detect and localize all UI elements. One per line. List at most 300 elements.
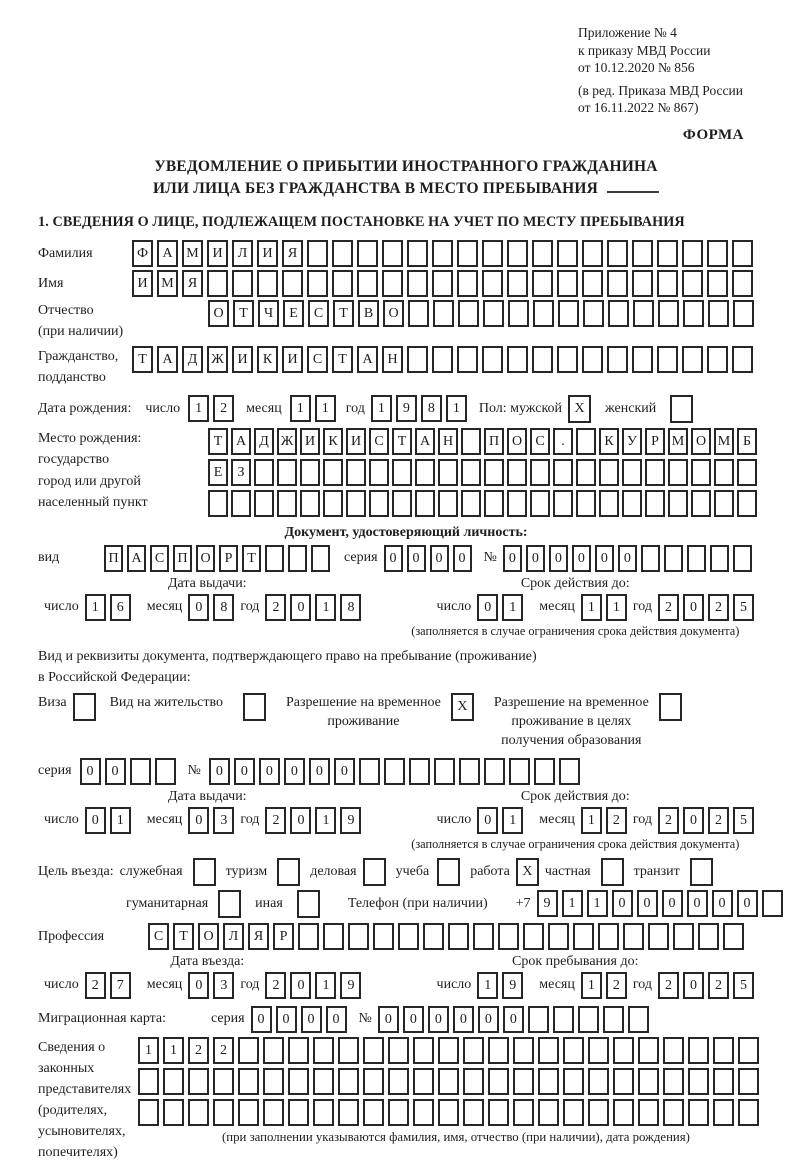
given-name-cell[interactable] — [457, 270, 478, 297]
patronymic-cell[interactable]: Ч — [258, 300, 279, 327]
birth-place-row2-cell[interactable] — [576, 459, 596, 486]
birth-place-row3-cell[interactable] — [323, 490, 343, 517]
representatives-row2-cell[interactable] — [638, 1068, 659, 1095]
citizenship-cell[interactable] — [607, 346, 628, 373]
permit-valid-month-cell[interactable]: 1 — [581, 807, 602, 834]
birth-year-cell[interactable]: 1 — [371, 395, 392, 422]
citizenship-cell[interactable] — [457, 346, 478, 373]
representatives-row1-cell[interactable] — [638, 1037, 659, 1064]
representatives-row2-cell[interactable] — [188, 1068, 209, 1095]
given-name-cell[interactable] — [432, 270, 453, 297]
stay-year-cell[interactable]: 2 — [658, 972, 679, 999]
doc-series-cell[interactable]: 0 — [384, 545, 403, 572]
representatives-row1-cell[interactable] — [663, 1037, 684, 1064]
stay-year-cell[interactable]: 2 — [708, 972, 729, 999]
profession-cell[interactable]: Т — [173, 923, 194, 950]
representatives-row3-cell[interactable] — [188, 1099, 209, 1126]
doc-valid-year-cell[interactable]: 2 — [708, 594, 729, 621]
doc-number-cell[interactable] — [687, 545, 706, 572]
surname-cell[interactable]: М — [182, 240, 203, 267]
patronymic-cell[interactable] — [733, 300, 754, 327]
birth-place-row1-cell[interactable]: К — [323, 428, 343, 455]
purpose-tourism-cell[interactable] — [277, 858, 300, 886]
representatives-row2-cell[interactable] — [313, 1068, 334, 1095]
given-name-cell[interactable] — [532, 270, 553, 297]
birth-place-row2-cell[interactable] — [346, 459, 366, 486]
birth-place-row3-cell[interactable] — [300, 490, 320, 517]
permit-number-cell[interactable]: 0 — [334, 758, 355, 785]
birth-place-row1-cell[interactable]: Р — [645, 428, 665, 455]
patronymic-cell[interactable] — [658, 300, 679, 327]
birth-place-row3-cell[interactable] — [277, 490, 297, 517]
surname-cell[interactable] — [682, 240, 703, 267]
phone-cell[interactable]: 9 — [537, 890, 558, 917]
surname-cell[interactable]: Я — [282, 240, 303, 267]
permit-number-cell[interactable] — [559, 758, 580, 785]
entry-year-cell[interactable]: 0 — [290, 972, 311, 999]
permit-number-cell[interactable] — [534, 758, 555, 785]
birth-year-cell[interactable]: 1 — [446, 395, 467, 422]
representatives-row2-cell[interactable] — [288, 1068, 309, 1095]
representatives-row1-cell[interactable] — [238, 1037, 259, 1064]
given-name-cell[interactable] — [507, 270, 528, 297]
representatives-row3-cell[interactable] — [513, 1099, 534, 1126]
birth-month-cell[interactable]: 1 — [315, 395, 336, 422]
doc-type-cell[interactable] — [288, 545, 307, 572]
birth-place-row3-cell[interactable] — [622, 490, 642, 517]
citizenship-cell[interactable]: А — [357, 346, 378, 373]
representatives-row1-cell[interactable] — [563, 1037, 584, 1064]
representatives-row2-cell[interactable] — [138, 1068, 159, 1095]
given-name-cell[interactable] — [607, 270, 628, 297]
patronymic-cell[interactable]: О — [208, 300, 229, 327]
birth-place-row1-cell[interactable]: Н — [438, 428, 458, 455]
representatives-row1-cell[interactable] — [363, 1037, 384, 1064]
doc-type-cell[interactable]: П — [173, 545, 192, 572]
representatives-row1-cell[interactable]: 1 — [138, 1037, 159, 1064]
doc-series-cell[interactable]: 0 — [453, 545, 472, 572]
birth-place-row1-cell[interactable] — [461, 428, 481, 455]
doc-issue-year-cell[interactable]: 0 — [290, 594, 311, 621]
birth-day-cell[interactable]: 1 — [188, 395, 209, 422]
profession-cell[interactable]: С — [148, 923, 169, 950]
entry-month-cell[interactable]: 0 — [188, 972, 209, 999]
given-name-cell[interactable] — [307, 270, 328, 297]
birth-place-row1-cell[interactable]: П — [484, 428, 504, 455]
doc-type-cell[interactable] — [311, 545, 330, 572]
given-name-cell[interactable] — [232, 270, 253, 297]
permit-issue-month-cell[interactable]: 3 — [213, 807, 234, 834]
representatives-row2-cell[interactable] — [563, 1068, 584, 1095]
citizenship-cell[interactable] — [632, 346, 653, 373]
doc-number-cell[interactable] — [641, 545, 660, 572]
birth-place-row2-cell[interactable] — [300, 459, 320, 486]
given-name-cell[interactable]: М — [157, 270, 178, 297]
representatives-row2-cell[interactable] — [413, 1068, 434, 1095]
patronymic-cell[interactable] — [408, 300, 429, 327]
doc-number-cell[interactable]: 0 — [503, 545, 522, 572]
birth-place-row3-cell[interactable] — [461, 490, 481, 517]
permit-valid-month-cell[interactable]: 2 — [606, 807, 627, 834]
surname-cell[interactable] — [332, 240, 353, 267]
birth-place-row1-cell[interactable]: И — [346, 428, 366, 455]
migration-number-cell[interactable]: 0 — [403, 1006, 424, 1033]
birth-place-row3-cell[interactable] — [530, 490, 550, 517]
representatives-row2-cell[interactable] — [463, 1068, 484, 1095]
phone-cell[interactable]: 0 — [662, 890, 683, 917]
profession-cell[interactable] — [573, 923, 594, 950]
doc-valid-day-cell[interactable]: 1 — [502, 594, 523, 621]
migration-number-cell[interactable] — [553, 1006, 574, 1033]
profession-cell[interactable] — [648, 923, 669, 950]
representatives-row2-cell[interactable] — [338, 1068, 359, 1095]
surname-cell[interactable] — [632, 240, 653, 267]
purpose-humanitarian-cell[interactable] — [218, 890, 241, 918]
birth-place-row2-cell[interactable] — [553, 459, 573, 486]
citizenship-cell[interactable]: Т — [132, 346, 153, 373]
permit-valid-year-cell[interactable]: 2 — [708, 807, 729, 834]
profession-cell[interactable] — [623, 923, 644, 950]
doc-number-cell[interactable]: 0 — [526, 545, 545, 572]
representatives-row1-cell[interactable] — [338, 1037, 359, 1064]
permit-series-cell[interactable]: 0 — [105, 758, 126, 785]
doc-type-cell[interactable] — [265, 545, 284, 572]
patronymic-cell[interactable]: О — [383, 300, 404, 327]
birth-place-row3-cell[interactable] — [737, 490, 757, 517]
representatives-row3-cell[interactable] — [238, 1099, 259, 1126]
given-name-cell[interactable] — [257, 270, 278, 297]
stay-day-cell[interactable]: 9 — [502, 972, 523, 999]
doc-valid-year-cell[interactable]: 5 — [733, 594, 754, 621]
doc-type-cell[interactable]: Р — [219, 545, 238, 572]
permit-number-cell[interactable] — [409, 758, 430, 785]
birth-place-row3-cell[interactable] — [415, 490, 435, 517]
representatives-row3-cell[interactable] — [138, 1099, 159, 1126]
birth-place-row3-cell[interactable] — [553, 490, 573, 517]
permit-number-cell[interactable] — [509, 758, 530, 785]
permit-number-cell[interactable]: 0 — [259, 758, 280, 785]
representatives-row3-cell[interactable] — [538, 1099, 559, 1126]
patronymic-cell[interactable] — [558, 300, 579, 327]
birth-place-row1-cell[interactable]: Б — [737, 428, 757, 455]
representatives-row1-cell[interactable] — [263, 1037, 284, 1064]
profession-cell[interactable] — [398, 923, 419, 950]
migration-series-cell[interactable]: 0 — [301, 1006, 322, 1033]
profession-cell[interactable]: Я — [248, 923, 269, 950]
birth-place-row2-cell[interactable] — [461, 459, 481, 486]
birth-place-row2-cell[interactable] — [645, 459, 665, 486]
birth-place-row1-cell[interactable]: И — [300, 428, 320, 455]
citizenship-cell[interactable] — [507, 346, 528, 373]
given-name-cell[interactable] — [332, 270, 353, 297]
birth-place-row3-cell[interactable] — [254, 490, 274, 517]
doc-number-cell[interactable] — [733, 545, 752, 572]
surname-cell[interactable] — [432, 240, 453, 267]
birth-place-row3-cell[interactable] — [507, 490, 527, 517]
profession-cell[interactable] — [598, 923, 619, 950]
citizenship-cell[interactable]: Т — [332, 346, 353, 373]
representatives-row2-cell[interactable] — [163, 1068, 184, 1095]
surname-cell[interactable]: И — [207, 240, 228, 267]
citizenship-cell[interactable]: К — [257, 346, 278, 373]
profession-cell[interactable] — [348, 923, 369, 950]
birth-place-row2-cell[interactable] — [714, 459, 734, 486]
permit-issue-day-cell[interactable]: 1 — [110, 807, 131, 834]
visa-cell[interactable] — [73, 693, 96, 721]
given-name-cell[interactable] — [582, 270, 603, 297]
doc-number-cell[interactable]: 0 — [572, 545, 591, 572]
doc-series-cell[interactable]: 0 — [407, 545, 426, 572]
birth-place-row3-cell[interactable] — [208, 490, 228, 517]
phone-cell[interactable]: 0 — [737, 890, 758, 917]
citizenship-cell[interactable] — [482, 346, 503, 373]
representatives-row3-cell[interactable] — [638, 1099, 659, 1126]
given-name-cell[interactable] — [657, 270, 678, 297]
temp-residence-cell[interactable]: X — [451, 693, 474, 721]
permit-valid-year-cell[interactable]: 0 — [683, 807, 704, 834]
profession-cell[interactable] — [498, 923, 519, 950]
surname-cell[interactable] — [707, 240, 728, 267]
given-name-cell[interactable]: Я — [182, 270, 203, 297]
birth-place-row3-cell[interactable] — [691, 490, 711, 517]
migration-number-cell[interactable] — [628, 1006, 649, 1033]
profession-cell[interactable] — [673, 923, 694, 950]
representatives-row3-cell[interactable] — [688, 1099, 709, 1126]
sex-female-cell[interactable] — [670, 395, 693, 423]
migration-number-cell[interactable]: 0 — [503, 1006, 524, 1033]
birth-year-cell[interactable]: 8 — [421, 395, 442, 422]
representatives-row2-cell[interactable] — [613, 1068, 634, 1095]
representatives-row3-cell[interactable] — [563, 1099, 584, 1126]
surname-cell[interactable] — [607, 240, 628, 267]
representatives-row1-cell[interactable]: 2 — [213, 1037, 234, 1064]
surname-cell[interactable] — [507, 240, 528, 267]
given-name-cell[interactable] — [632, 270, 653, 297]
representatives-row2-cell[interactable] — [588, 1068, 609, 1095]
birth-place-row1-cell[interactable]: Т — [208, 428, 228, 455]
migration-number-cell[interactable]: 0 — [478, 1006, 499, 1033]
birth-place-row1-cell[interactable]: А — [231, 428, 251, 455]
purpose-other-cell[interactable] — [297, 890, 320, 918]
representatives-row3-cell[interactable] — [738, 1099, 759, 1126]
representatives-row3-cell[interactable] — [438, 1099, 459, 1126]
doc-valid-month-cell[interactable]: 1 — [581, 594, 602, 621]
birth-place-row2-cell[interactable]: З — [231, 459, 251, 486]
birth-place-row1-cell[interactable]: К — [599, 428, 619, 455]
representatives-row2-cell[interactable] — [388, 1068, 409, 1095]
birth-place-row2-cell[interactable] — [392, 459, 412, 486]
birth-place-row1-cell[interactable]: С — [530, 428, 550, 455]
representatives-row3-cell[interactable] — [163, 1099, 184, 1126]
given-name-cell[interactable] — [557, 270, 578, 297]
representatives-row3-cell[interactable] — [463, 1099, 484, 1126]
permit-valid-day-cell[interactable]: 1 — [502, 807, 523, 834]
representatives-row3-cell[interactable] — [588, 1099, 609, 1126]
doc-type-cell[interactable]: А — [127, 545, 146, 572]
doc-issue-year-cell[interactable]: 2 — [265, 594, 286, 621]
birth-place-row1-cell[interactable]: О — [507, 428, 527, 455]
permit-number-cell[interactable]: 0 — [284, 758, 305, 785]
migration-series-cell[interactable]: 0 — [326, 1006, 347, 1033]
birth-place-row1-cell[interactable]: . — [553, 428, 573, 455]
citizenship-cell[interactable] — [432, 346, 453, 373]
doc-issue-month-cell[interactable]: 0 — [188, 594, 209, 621]
representatives-row1-cell[interactable] — [438, 1037, 459, 1064]
birth-place-row2-cell[interactable] — [438, 459, 458, 486]
doc-issue-year-cell[interactable]: 8 — [340, 594, 361, 621]
citizenship-cell[interactable] — [532, 346, 553, 373]
permit-number-cell[interactable] — [484, 758, 505, 785]
representatives-row3-cell[interactable] — [488, 1099, 509, 1126]
representatives-row2-cell[interactable] — [713, 1068, 734, 1095]
entry-year-cell[interactable]: 9 — [340, 972, 361, 999]
representatives-row3-cell[interactable] — [713, 1099, 734, 1126]
phone-cell[interactable]: 1 — [562, 890, 583, 917]
representatives-row3-cell[interactable] — [338, 1099, 359, 1126]
representatives-row2-cell[interactable] — [488, 1068, 509, 1095]
patronymic-cell[interactable]: С — [308, 300, 329, 327]
doc-valid-year-cell[interactable]: 0 — [683, 594, 704, 621]
permit-number-cell[interactable] — [384, 758, 405, 785]
representatives-row2-cell[interactable] — [513, 1068, 534, 1095]
birth-place-row3-cell[interactable] — [645, 490, 665, 517]
permit-issue-day-cell[interactable]: 0 — [85, 807, 106, 834]
purpose-official-cell[interactable] — [193, 858, 216, 886]
representatives-row2-cell[interactable] — [363, 1068, 384, 1095]
profession-cell[interactable] — [523, 923, 544, 950]
birth-place-row2-cell[interactable] — [599, 459, 619, 486]
citizenship-cell[interactable] — [732, 346, 753, 373]
patronymic-cell[interactable] — [483, 300, 504, 327]
birth-place-row2-cell[interactable] — [254, 459, 274, 486]
birth-place-row2-cell[interactable] — [691, 459, 711, 486]
phone-cell[interactable]: 0 — [612, 890, 633, 917]
patronymic-cell[interactable] — [533, 300, 554, 327]
representatives-row1-cell[interactable] — [588, 1037, 609, 1064]
birth-place-row3-cell[interactable] — [668, 490, 688, 517]
stay-year-cell[interactable]: 5 — [733, 972, 754, 999]
permit-issue-year-cell[interactable]: 0 — [290, 807, 311, 834]
citizenship-cell[interactable] — [582, 346, 603, 373]
patronymic-cell[interactable] — [458, 300, 479, 327]
profession-cell[interactable] — [698, 923, 719, 950]
doc-issue-day-cell[interactable]: 6 — [110, 594, 131, 621]
citizenship-cell[interactable] — [707, 346, 728, 373]
profession-cell[interactable] — [548, 923, 569, 950]
birth-place-row1-cell[interactable]: М — [668, 428, 688, 455]
citizenship-cell[interactable] — [682, 346, 703, 373]
birth-place-row2-cell[interactable] — [369, 459, 389, 486]
representatives-row1-cell[interactable]: 1 — [163, 1037, 184, 1064]
representatives-row2-cell[interactable] — [538, 1068, 559, 1095]
profession-cell[interactable] — [723, 923, 744, 950]
migration-number-cell[interactable] — [603, 1006, 624, 1033]
patronymic-cell[interactable] — [433, 300, 454, 327]
profession-cell[interactable] — [298, 923, 319, 950]
doc-number-cell[interactable]: 0 — [618, 545, 637, 572]
representatives-row3-cell[interactable] — [313, 1099, 334, 1126]
given-name-cell[interactable] — [707, 270, 728, 297]
representatives-row2-cell[interactable] — [438, 1068, 459, 1095]
stay-month-cell[interactable]: 2 — [606, 972, 627, 999]
representatives-row3-cell[interactable] — [288, 1099, 309, 1126]
purpose-transit-cell[interactable] — [690, 858, 713, 886]
patronymic-cell[interactable]: Е — [283, 300, 304, 327]
given-name-cell[interactable] — [282, 270, 303, 297]
profession-cell[interactable] — [423, 923, 444, 950]
citizenship-cell[interactable]: И — [282, 346, 303, 373]
migration-number-cell[interactable]: 0 — [453, 1006, 474, 1033]
purpose-work-cell[interactable]: X — [516, 858, 539, 886]
temp-residence-edu-cell[interactable] — [659, 693, 682, 721]
citizenship-cell[interactable]: Н — [382, 346, 403, 373]
citizenship-cell[interactable]: Ж — [207, 346, 228, 373]
citizenship-cell[interactable] — [557, 346, 578, 373]
representatives-row2-cell[interactable] — [738, 1068, 759, 1095]
given-name-cell[interactable] — [682, 270, 703, 297]
birth-place-row3-cell[interactable] — [369, 490, 389, 517]
permit-series-cell[interactable]: 0 — [80, 758, 101, 785]
residence-permit-cell[interactable] — [243, 693, 266, 721]
stay-day-cell[interactable]: 1 — [477, 972, 498, 999]
birth-place-row3-cell[interactable] — [484, 490, 504, 517]
patronymic-cell[interactable]: Т — [233, 300, 254, 327]
surname-cell[interactable] — [657, 240, 678, 267]
permit-series-cell[interactable] — [130, 758, 151, 785]
representatives-row1-cell[interactable] — [463, 1037, 484, 1064]
stay-month-cell[interactable]: 1 — [581, 972, 602, 999]
birth-place-row2-cell[interactable] — [277, 459, 297, 486]
doc-number-cell[interactable] — [710, 545, 729, 572]
surname-cell[interactable] — [457, 240, 478, 267]
birth-place-row2-cell[interactable]: Е — [208, 459, 228, 486]
birth-place-row3-cell[interactable] — [714, 490, 734, 517]
doc-issue-day-cell[interactable]: 1 — [85, 594, 106, 621]
birth-place-row2-cell[interactable] — [530, 459, 550, 486]
entry-day-cell[interactable]: 2 — [85, 972, 106, 999]
birth-day-cell[interactable]: 2 — [213, 395, 234, 422]
birth-place-row2-cell[interactable] — [323, 459, 343, 486]
birth-year-cell[interactable]: 9 — [396, 395, 417, 422]
representatives-row3-cell[interactable] — [413, 1099, 434, 1126]
birth-place-row2-cell[interactable] — [415, 459, 435, 486]
given-name-cell[interactable]: И — [132, 270, 153, 297]
representatives-row1-cell[interactable] — [488, 1037, 509, 1064]
patronymic-cell[interactable] — [683, 300, 704, 327]
doc-series-cell[interactable]: 0 — [430, 545, 449, 572]
permit-issue-year-cell[interactable]: 9 — [340, 807, 361, 834]
profession-cell[interactable] — [448, 923, 469, 950]
doc-valid-day-cell[interactable]: 0 — [477, 594, 498, 621]
citizenship-cell[interactable] — [657, 346, 678, 373]
representatives-row3-cell[interactable] — [613, 1099, 634, 1126]
patronymic-cell[interactable] — [708, 300, 729, 327]
representatives-row1-cell[interactable]: 2 — [188, 1037, 209, 1064]
surname-cell[interactable] — [482, 240, 503, 267]
patronymic-cell[interactable]: В — [358, 300, 379, 327]
permit-number-cell[interactable]: 0 — [309, 758, 330, 785]
representatives-row1-cell[interactable] — [388, 1037, 409, 1064]
birth-place-row3-cell[interactable] — [392, 490, 412, 517]
surname-cell[interactable]: Л — [232, 240, 253, 267]
doc-number-cell[interactable] — [664, 545, 683, 572]
surname-cell[interactable] — [557, 240, 578, 267]
surname-cell[interactable] — [382, 240, 403, 267]
representatives-row1-cell[interactable] — [613, 1037, 634, 1064]
phone-cell[interactable]: 1 — [587, 890, 608, 917]
representatives-row1-cell[interactable] — [313, 1037, 334, 1064]
birth-place-row1-cell[interactable]: М — [714, 428, 734, 455]
